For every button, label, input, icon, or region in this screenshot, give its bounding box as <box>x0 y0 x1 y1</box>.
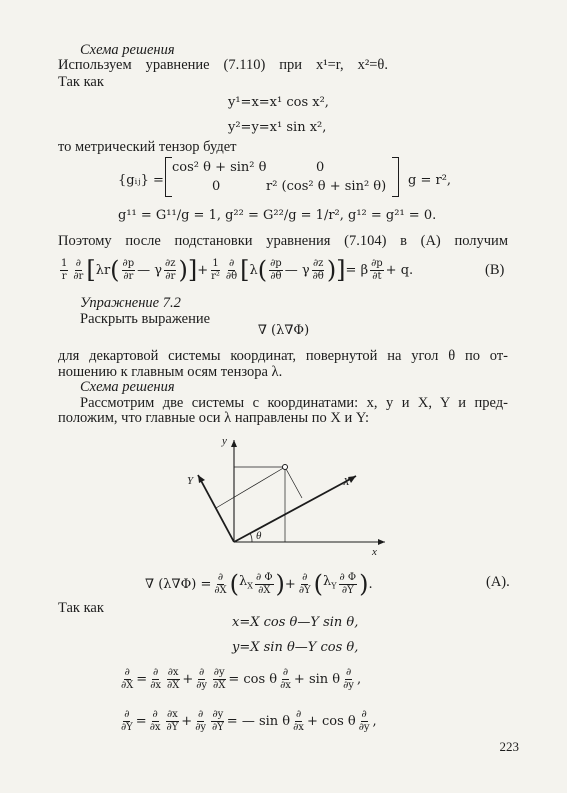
scheme1-text-2: Так как <box>58 74 104 90</box>
label-y: y <box>222 435 227 447</box>
coordinate-figure <box>160 430 400 560</box>
equation-y1: y¹=x=x¹ cos x², <box>228 95 329 110</box>
equation-B-tag: (B) <box>485 262 505 278</box>
scheme2-title: Схема решения <box>80 379 175 395</box>
metric-cell-r2c1: 0 <box>212 179 221 194</box>
metric-lhs: {gᵢⱼ} = <box>118 173 164 188</box>
scheme2-text-2: положим, что главные оси λ направлены по X и Y: <box>58 410 370 426</box>
metric-g: g = r², <box>408 173 452 188</box>
equation-y2: y²=y=x¹ sin x², <box>228 120 327 135</box>
exercise-title: Упражнение 7.2 <box>80 295 181 311</box>
exercise-description-1: для декартовой системы координат, повернутой на угол θ по от- <box>58 348 508 364</box>
label-Y: Y <box>187 475 194 487</box>
equation-x: x=X cos θ—Y sin θ, <box>232 615 359 630</box>
label-x: x <box>372 546 377 558</box>
metric-text: то метрический тензор будет <box>58 139 237 155</box>
page-number: 223 <box>499 739 519 754</box>
label-X: X <box>343 476 350 488</box>
since-text: Так как <box>58 600 104 616</box>
exercise-description-2: ношению к главным осям тензора λ. <box>58 364 283 380</box>
Y-axis-rotated <box>198 475 234 542</box>
equation-dY: $\frac{\partial}{\partial Y}$ = $\frac{\partial}{\partial x}$ $\frac{\partial x}{\partial Y}$ + $\frac{\partial}{\partial y}$ $\frac{\partial y}{\partial Y}$ = — sin θ $\frac{\partial}{\partial x}$ + cos θ $\frac{\partial}{\partial y}$ , <box>121 708 377 733</box>
metric-cell-r2c2: r² (cos² θ + sin² θ) <box>266 179 387 194</box>
scheme1-title: Схема решения <box>80 42 175 58</box>
equation-dX: $\frac{\partial}{\partial X}$ = $\frac{\partial}{\partial x}$ $\frac{\partial x}{\partial X}$ + $\frac{\partial}{\partial y}$ $\frac{\partial y}{\partial X}$ = cos θ $\frac{\partial}{\partial x}$ + sin θ $\frac{\partial}{\partial y}$ , <box>121 666 362 691</box>
angle-arc <box>250 533 252 542</box>
exercise-text: Раскрыть выражение <box>80 311 211 327</box>
metric-cell-r1c1: cos² θ + sin² θ <box>172 160 267 175</box>
projection-to-X <box>285 467 302 498</box>
scheme1-text-1: Используем уравнение (7.110) при x¹=r, x²=θ. <box>58 57 388 73</box>
equation-B: $\frac{1}{r}$ $\frac{\partial}{\partial r}$ [ λr ( $\frac{\partial p}{\partial r}$ — γ $\frac{\partial z}{\partial r}$ )] + $\frac{1}{\text{r²}}$ $\frac{\partial}{\partial\theta}$ [ λ ( $\frac{\partial p}{\partial\theta}$ — γ $\frac{\partial z}{\partial\theta}$ )] = β $\frac{\partial p}{\partial t}$ + q. <box>61 255 414 284</box>
label-theta: θ <box>256 530 262 542</box>
equation-A-lhs: ∇ (λ∇Φ) = <box>145 576 212 592</box>
equation-A: ∇ (λ∇Φ) = $\frac{\partial}{\partial X}$ ( $\lambda_X$ $\frac{\partial \Phi}{\partial X}$ ) + $\frac{\partial}{\partial Y}$ ( $\lambda_Y$ $\frac{\partial \Phi}{\partial Y}$ ) . <box>145 569 373 598</box>
after-substitution-text: Поэтому после подстановки уравнения (7.104) в (A) получим <box>58 233 508 249</box>
projection-to-Y <box>216 467 285 508</box>
scheme2-text-1: Рассмотрим две системы с координатами: x, y и X, Y и пред- <box>80 395 508 411</box>
equation-A-tag: (A). <box>486 574 510 590</box>
point-marker <box>283 465 288 470</box>
exercise-expression: ∇ (λ∇Φ) <box>257 323 310 338</box>
metric-cell-r1c2: 0 <box>316 160 325 175</box>
x-axis-arrow <box>378 539 385 545</box>
equation-y: y=X sin θ—Y cos θ, <box>232 640 359 655</box>
metric-matrix <box>165 157 399 197</box>
equation-inverse-metric: g¹¹ = G¹¹/g = 1, g²² = G²²/g = 1/r², g¹² = g²¹ = 0. <box>118 208 437 223</box>
y-axis-arrow <box>231 440 237 447</box>
